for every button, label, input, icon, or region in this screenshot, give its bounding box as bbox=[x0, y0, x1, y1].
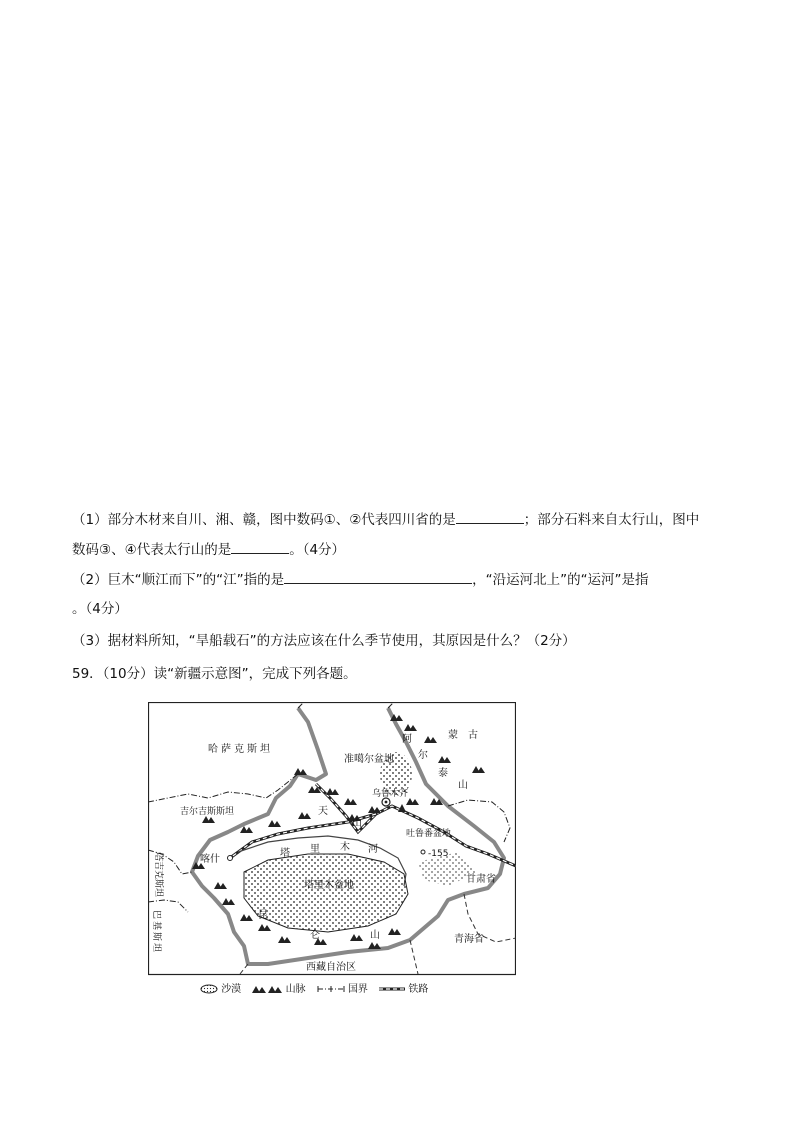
label-gansu: 甘肃省 bbox=[466, 874, 496, 885]
question-3 bbox=[72, 631, 576, 651]
legend-mountain bbox=[252, 980, 305, 995]
question-1-line-2 bbox=[72, 539, 345, 560]
q2-text-b: ，“沿运河北上”的“运河”是指 bbox=[472, 572, 649, 588]
label-qinghai: 青海省 bbox=[454, 934, 484, 945]
question-59 bbox=[72, 664, 357, 684]
xinjiang-map bbox=[148, 702, 516, 977]
kashgar-marker bbox=[228, 856, 233, 861]
railway-icon bbox=[379, 984, 405, 994]
border-icon bbox=[317, 984, 345, 994]
label-tibet: 西藏自治区 bbox=[306, 962, 356, 973]
label-turpan-elevation: -155 bbox=[428, 849, 449, 859]
q1-text-b: ；部分石料来自太行山，图中 bbox=[523, 512, 700, 528]
desert-icon bbox=[200, 984, 218, 994]
q2-text-c: 。（4分） bbox=[72, 601, 128, 617]
label-turpan: 吐鲁番盆地 bbox=[406, 829, 452, 839]
question-2-line-2 bbox=[72, 599, 128, 619]
legend-railway bbox=[379, 980, 428, 995]
label-kazakhstan: 哈萨克斯坦 bbox=[208, 744, 273, 755]
answer-blank-3[interactable] bbox=[284, 569, 472, 584]
q2-text-a: （2）巨木“顺江而下”的“江”指的是 bbox=[72, 572, 285, 588]
label-altai-4: 山 bbox=[458, 780, 468, 791]
label-altai-2: 尔 bbox=[418, 750, 428, 761]
answer-blank-2[interactable] bbox=[231, 539, 289, 554]
label-tarim-river-3: 木 bbox=[340, 842, 350, 853]
label-tianshan-1: 天 bbox=[318, 806, 328, 817]
q1-text-d: 。（4分） bbox=[289, 542, 346, 558]
legend-desert bbox=[200, 980, 241, 995]
legend-border-label: 国界 bbox=[347, 984, 368, 995]
label-kyrgyzstan: 吉尔吉斯斯坦 bbox=[180, 807, 235, 817]
label-pakistan: 巴基斯坦 bbox=[151, 910, 161, 955]
label-mongolia: 蒙古 bbox=[448, 730, 488, 741]
label-urumqi: 乌鲁木齐 bbox=[372, 789, 409, 799]
label-kunlun-3: 山 bbox=[370, 930, 380, 941]
label-tarim-basin: 塔里木盆地 bbox=[304, 880, 354, 891]
turpan-marker bbox=[421, 850, 425, 854]
label-kunlun-1: 昆 bbox=[258, 910, 268, 921]
label-altai-1: 阿 bbox=[402, 734, 412, 745]
label-tarim-river-4: 河 bbox=[368, 844, 378, 855]
label-tajikistan: 塔吉克斯坦 bbox=[153, 852, 163, 898]
mountain-icon bbox=[252, 984, 282, 994]
map-svg bbox=[148, 702, 516, 977]
label-junggar: 准噶尔盆地 bbox=[344, 754, 394, 765]
legend-border bbox=[317, 980, 368, 995]
q1-text-a: （1）部分木材来自川、湘、赣，图中数码①、②代表四川省的是 bbox=[72, 512, 456, 528]
label-tarim-river-1: 塔 bbox=[280, 848, 290, 859]
legend-railway-label: 铁路 bbox=[408, 984, 429, 995]
label-altai-3: 泰 bbox=[438, 768, 448, 779]
legend-mountain-label: 山脉 bbox=[285, 984, 306, 995]
q59-text: 59．（10分）读“新疆示意图”，完成下列各题。 bbox=[72, 666, 357, 682]
label-kashgar: 喀什 bbox=[200, 854, 220, 865]
label-tarim-river-2: 里 bbox=[310, 844, 320, 855]
question-1-line-1 bbox=[72, 509, 699, 530]
legend-desert-label: 沙漠 bbox=[221, 984, 242, 995]
map-legend bbox=[200, 980, 436, 995]
label-kunlun-2: 仑 bbox=[310, 930, 320, 941]
label-tianshan-2: 山 bbox=[352, 818, 362, 829]
q1-text-c: 数码③、④代表太行山的是 bbox=[72, 542, 232, 558]
answer-blank-1[interactable] bbox=[456, 509, 524, 524]
q3-text: （3）据材料所知，“旱船载石”的方法应该在什么季节使用，其原因是什么？（2分） bbox=[72, 633, 576, 649]
question-2-line-1 bbox=[72, 569, 649, 590]
